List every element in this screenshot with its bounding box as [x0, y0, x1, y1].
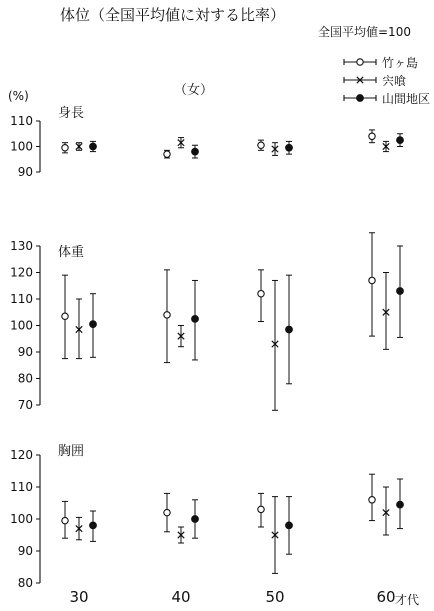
legend-item — [344, 74, 406, 88]
y-tick-label: 80 — [17, 576, 33, 590]
data-point — [397, 137, 404, 144]
series-filled-circle — [90, 134, 404, 158]
data-point — [286, 326, 293, 333]
baseline-note: 全国平均値=100 — [318, 25, 411, 39]
chart-title: 体位（全国平均値に対する比率） — [60, 6, 286, 24]
legend-marker-filled-circle — [357, 95, 364, 102]
x-tick-label: 30 — [69, 588, 89, 606]
data-point — [62, 145, 68, 151]
y-axis-unit: (%) — [8, 89, 29, 103]
panel-3 — [10, 444, 403, 590]
panel-2 — [10, 233, 403, 412]
data-point — [258, 142, 264, 148]
series-filled-circle — [90, 479, 404, 554]
data-point — [258, 291, 264, 297]
data-point — [90, 143, 97, 150]
data-point — [62, 313, 68, 319]
y-tick-label: 70 — [17, 398, 33, 412]
legend-label: 宍喰 — [382, 74, 407, 88]
data-point — [192, 516, 199, 523]
x-tick-label: 60 — [376, 588, 396, 606]
y-tick-label: 120 — [10, 448, 33, 462]
data-point — [369, 497, 375, 503]
x-axis — [69, 588, 395, 606]
chart-panels — [10, 106, 403, 590]
data-point — [192, 315, 199, 322]
data-point — [258, 506, 264, 512]
data-point — [369, 133, 375, 139]
data-point — [369, 277, 375, 283]
series-open-circle — [62, 474, 375, 538]
data-point — [286, 522, 293, 529]
data-point — [164, 509, 170, 515]
data-point — [397, 501, 404, 508]
data-point — [164, 151, 170, 157]
x-tick-label: 40 — [171, 588, 191, 606]
legend-item — [344, 91, 430, 106]
data-point — [397, 288, 404, 295]
data-point — [90, 522, 97, 529]
data-point — [286, 144, 293, 151]
y-tick-label: 110 — [10, 292, 33, 306]
y-tick-label: 100 — [10, 512, 33, 526]
series-cross — [76, 138, 389, 156]
series-cross — [76, 487, 389, 573]
y-tick-label: 90 — [17, 544, 33, 558]
subtitle: （女） — [174, 83, 214, 98]
x-axis-unit: 才代 — [395, 593, 420, 607]
x-tick-label: 50 — [265, 588, 285, 606]
panel-1 — [10, 106, 403, 179]
y-tick-label: 100 — [10, 318, 33, 333]
panel-title: 体重 — [58, 245, 85, 260]
legend-marker-open-circle — [357, 59, 363, 65]
legend-item — [344, 56, 418, 70]
data-point — [90, 321, 97, 328]
series-open-circle — [62, 130, 375, 158]
legend-label: 竹ヶ島 — [382, 56, 419, 70]
y-tick-label: 90 — [17, 165, 33, 179]
data-point — [192, 148, 199, 155]
legend-label: 山間地区 — [382, 92, 431, 106]
panel-title: 胸囲 — [58, 444, 85, 459]
y-tick-label: 90 — [17, 345, 33, 359]
y-tick-label: 80 — [17, 371, 33, 386]
series-filled-circle — [90, 246, 404, 384]
series-cross — [76, 273, 389, 411]
y-tick-label: 110 — [10, 114, 33, 128]
y-tick-label: 120 — [10, 265, 33, 280]
y-tick-label: 110 — [10, 480, 33, 494]
y-tick-label: 100 — [10, 139, 33, 154]
legend — [344, 56, 430, 106]
panel-title: 身長 — [58, 106, 85, 121]
y-tick-label: 130 — [10, 239, 33, 253]
data-point — [62, 517, 68, 523]
data-point — [164, 312, 170, 318]
series-open-circle — [62, 233, 375, 363]
